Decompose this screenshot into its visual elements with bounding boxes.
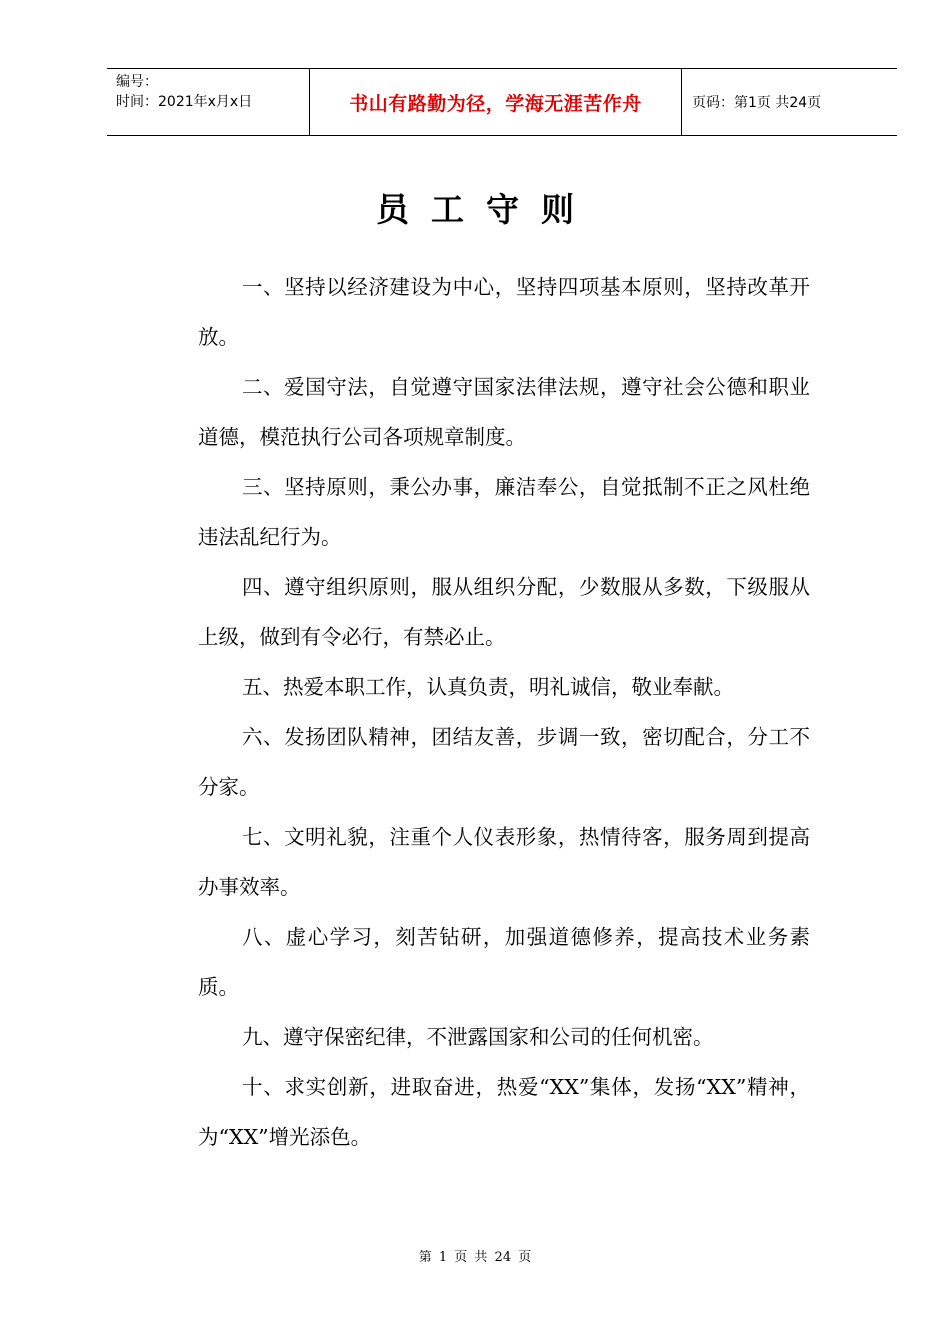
page-header <box>107 68 897 136</box>
header-page-info: 页码：第1页 共24页 <box>692 95 822 111</box>
rule-paragraph-9: 九、遵守保密纪律，不泄露国家和公司的任何机密。 <box>242 1025 714 1049</box>
header-meta <box>107 69 310 135</box>
page-footer: 第 1 页 共 24 页 <box>418 1250 532 1265</box>
document-date-label: 时间：2021年x月x日 <box>116 94 253 110</box>
document-body <box>198 262 810 1162</box>
document-number-label: 编号： <box>116 74 158 90</box>
rule-paragraph-3: 三、坚持原则，秉公办事，廉洁奉公，自觉抵制不正之风杜绝违法乱纪行为。 <box>198 475 810 549</box>
rule-paragraph-7: 七、文明礼貌，注重个人仪表形象，热情待客，服务周到提高办事效率。 <box>198 825 810 899</box>
rule-paragraph-5: 五、热爱本职工作，认真负责，明礼诚信，敬业奉献。 <box>242 675 734 699</box>
rule-paragraph-10: 十、求实创新，进取奋进，热爱“XX”集体，发扬“XX”精神，为“XX”增光添色。 <box>198 1075 810 1149</box>
rule-paragraph-8: 八、虚心学习，刻苦钻研，加强道德修养，提高技术业务素质。 <box>198 925 810 999</box>
rule-paragraph-2: 二、爱国守法，自觉遵守国家法律法规，遵守社会公德和职业道德，模范执行公司各项规章制度。 <box>198 375 810 449</box>
header-motto: 书山有路勤为径，学海无涯苦作舟 <box>310 69 682 135</box>
rule-paragraph-6: 六、发扬团队精神，团结友善，步调一致，密切配合，分工不分家。 <box>198 725 810 799</box>
document-title: 员工守则 <box>376 190 596 229</box>
rule-paragraph-1: 一、坚持以经济建设为中心，坚持四项基本原则，坚持改革开放。 <box>198 275 810 349</box>
rule-paragraph-4: 四、遵守组织原则，服从组织分配，少数服从多数，下级服从上级，做到有令必行，有禁必止。 <box>198 575 810 649</box>
